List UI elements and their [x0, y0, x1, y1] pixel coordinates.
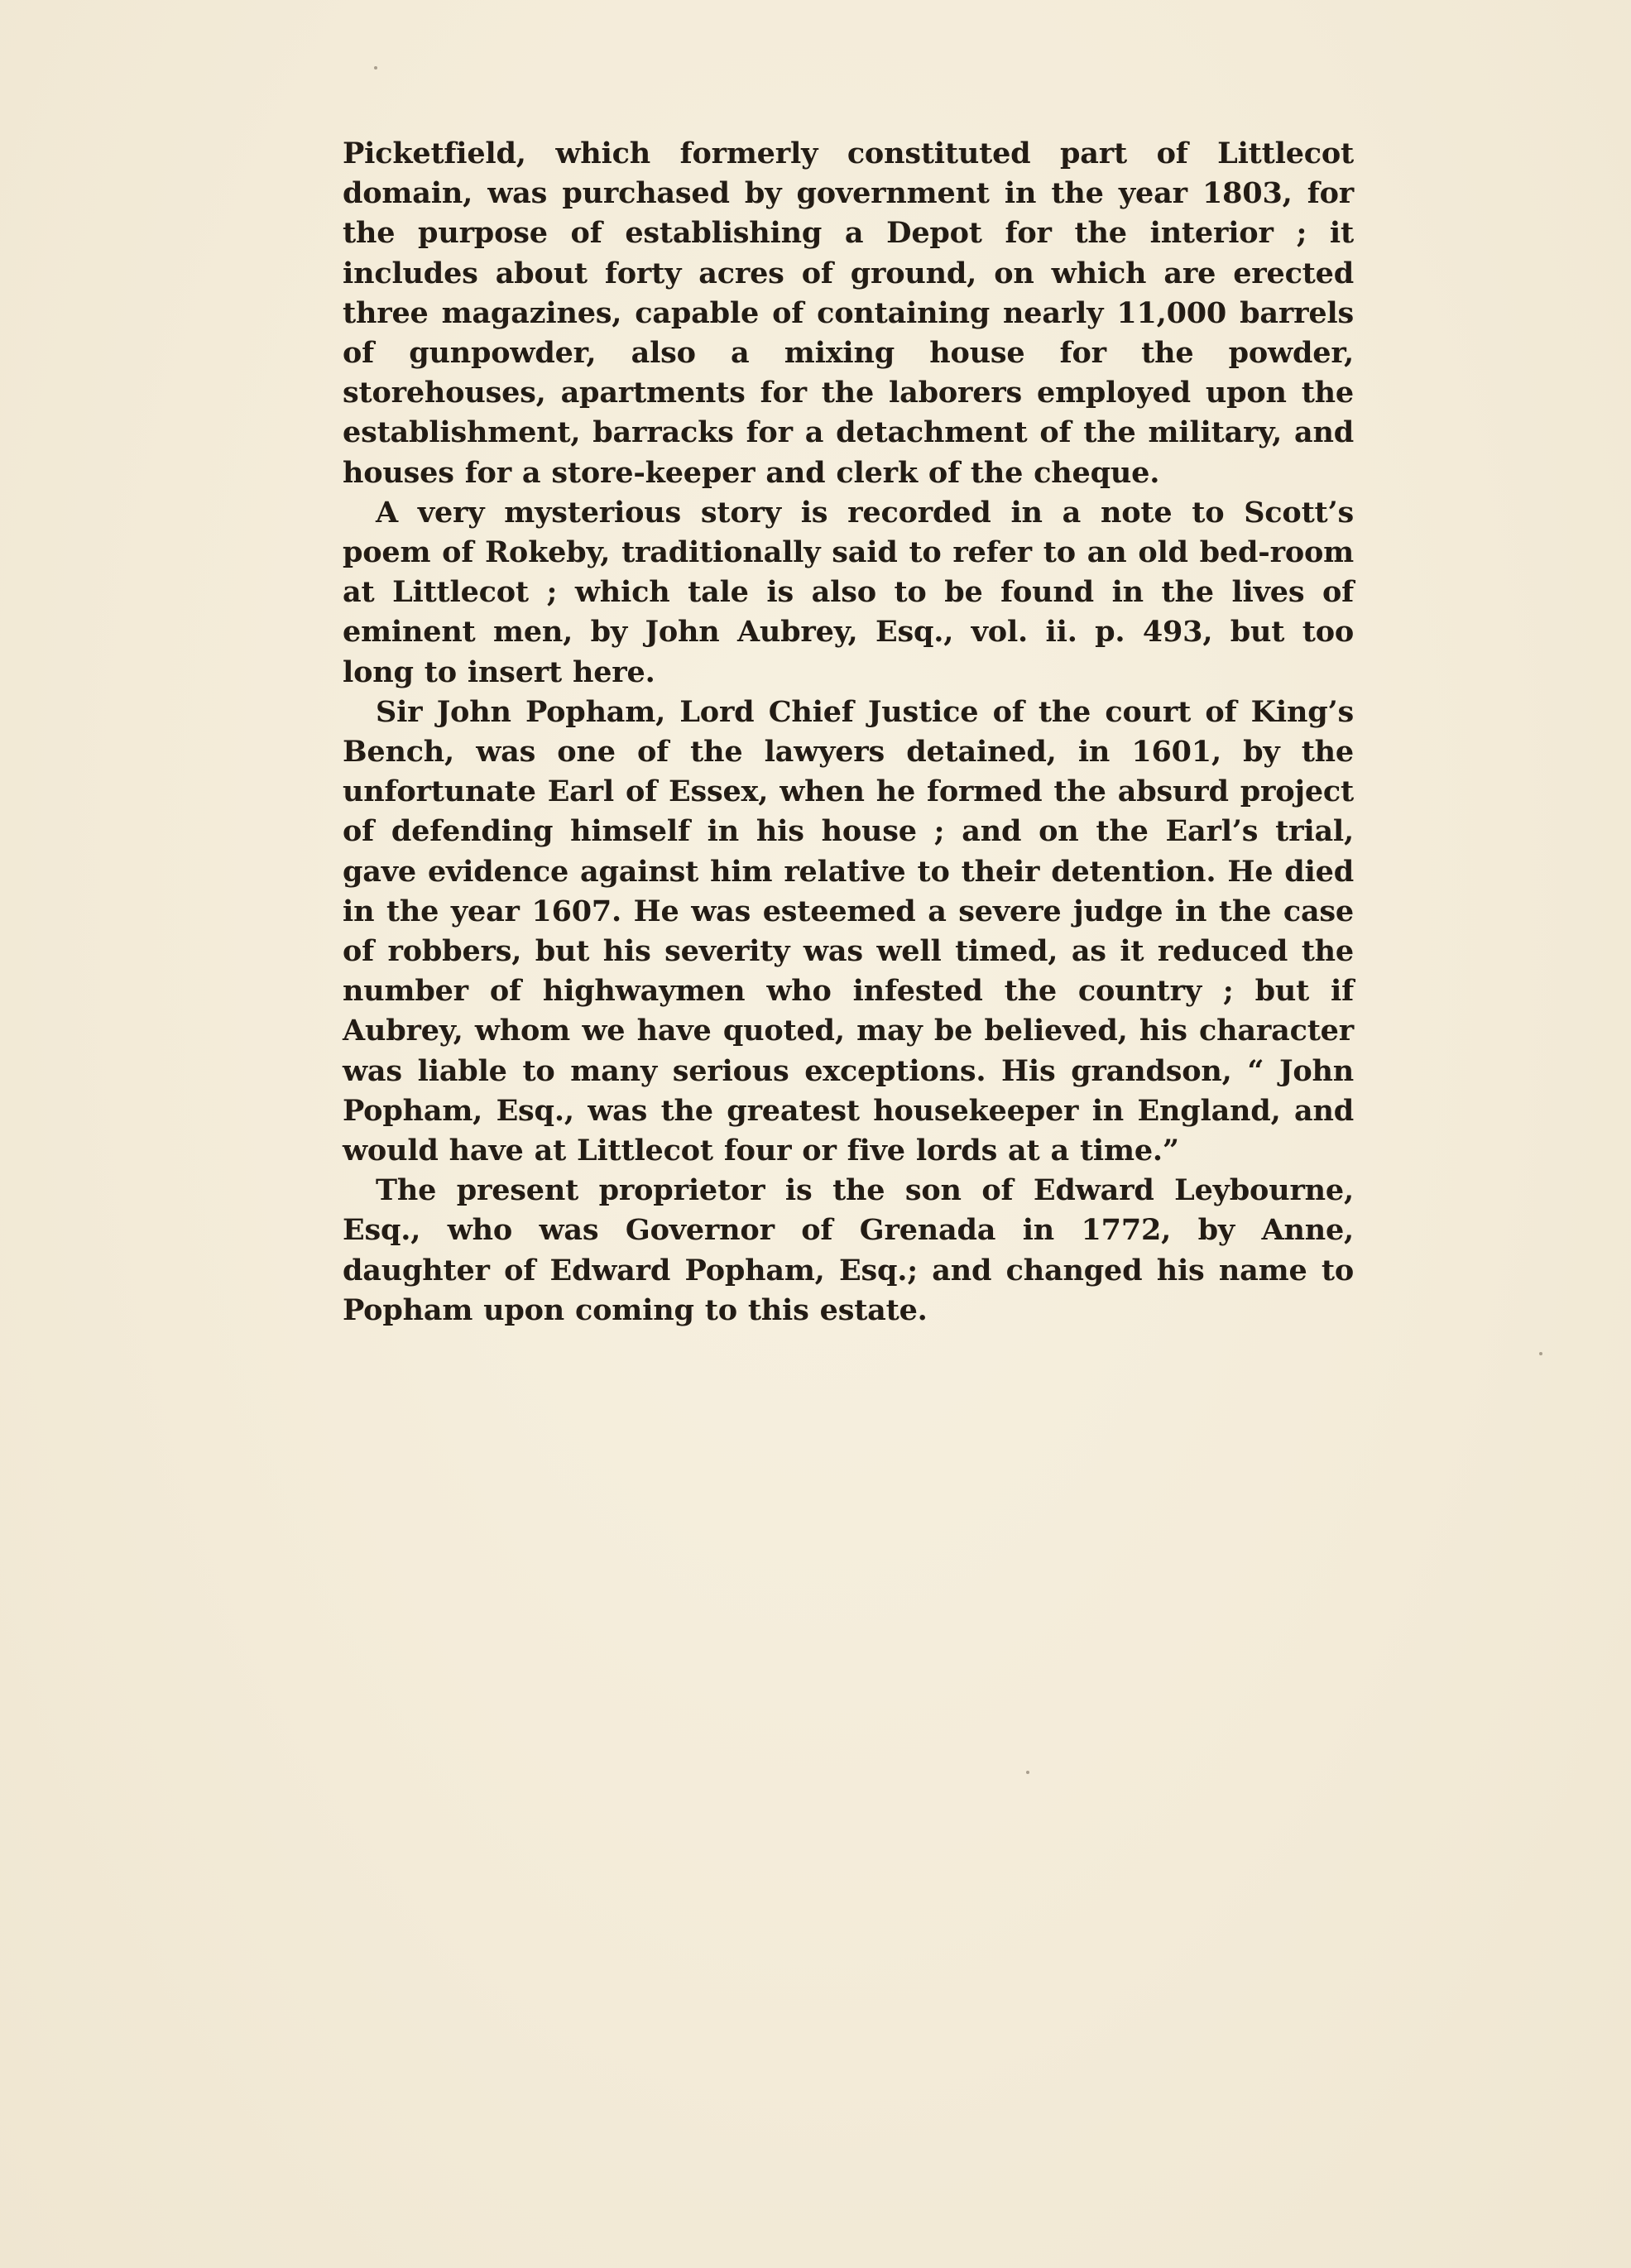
body-text: [343, 134, 1354, 1331]
paragraph-mysterious-story: A very mysterious story is recorded in a note to Scott’s poem of Rokeby, traditionally said to refer to an old bed-room at Littlecot ; which tale is also to be found in the lives of eminent men, by John Aubrey, Esq., vol. ii. p. 493, but too long to insert here.: [343, 495, 1354, 689]
paragraph-present-proprietor: The present proprietor is the son of Edward Leybourne, Esq., who was Governor of Grenada in 1772, by Anne, daughter of Edward Popham, Esq.; and changed his name to Popham upon coming to this estate.: [343, 1173, 1354, 1327]
paper-speck: [374, 66, 377, 70]
paragraph-picketfield: Picketfield, which formerly constituted part of Littlecot domain, was purchased by government in the year 1803, for the purpose of establishing a Depot for the interior ; it includes about forty acres of ground, on which are erected three magazines, capable of containing nearly 11,000 barrels of gunpowder, also a mixing house for the powder, storehouses, apartments for the laborers employed upon the establishment, barracks for a detachment of the military, and houses for a store-keeper and clerk of the cheque.: [343, 137, 1354, 490]
paragraph-sir-john-popham: Sir John Popham, Lord Chief Justice of the court of King’s Bench, was one of the lawyers detained, in 1601, by the unfortunate Earl of Essex, when he formed the absurd project of defending himself in his house ; and on the Earl’s trial, gave evidence against him relative to their detention. He died in the year 1607. He was esteemed a severe judge in the case of robbers, but his severity was well timed, as it reduced the number of highwaymen who infested the country ; but if Aubrey, whom we have quoted, may be believed, his character was liable to many serious exceptions. His grandson, “ John Popham, Esq., was the greatest housekeeper in England, and would have at Littlecot four or five lords at a time.”: [343, 694, 1354, 1168]
paper-speck: [1539, 1352, 1542, 1355]
paper-speck: [1026, 1771, 1029, 1774]
